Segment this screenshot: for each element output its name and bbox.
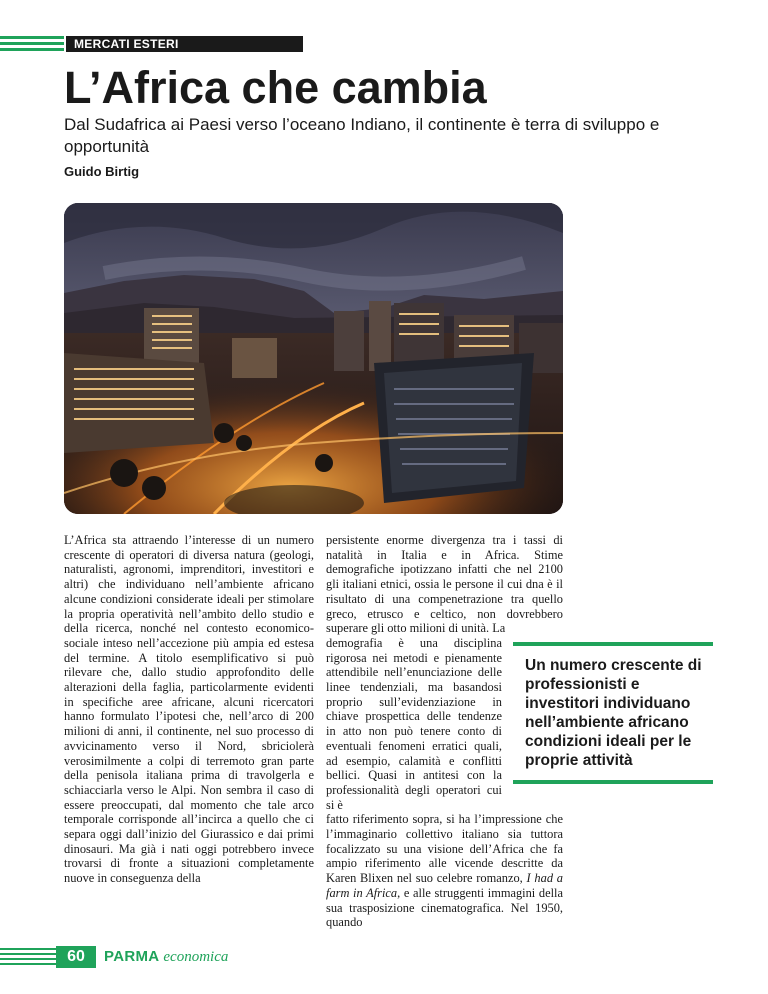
page-number: 60	[56, 946, 96, 968]
cityscape-photo	[64, 203, 563, 514]
cityscape-illustration	[64, 203, 563, 514]
publication-title: PARMA	[104, 948, 160, 965]
article-subtitle: Dal Sudafrica ai Paesi verso l’oceano Indiano, il continente è terra di sviluppo e opportunità	[64, 115, 660, 156]
article-title: L’Africa che cambia	[64, 62, 487, 113]
body-column-left	[64, 533, 314, 886]
body-paragraph: L’Africa sta attraendo l’interesse di un numero crescente di operatori di diversa natura (geologi, naturalisti, agronomi, imprenditori, investitori e altri) che individuano nell’ambiente africano alcune condizioni considerate ideali per stimolare la propria operatività nell’ambito dello studio e della ricerca, nonché nel contesto economico-sociale inteso nell’accezione più ampia ed estesa del termine. A titolo esemplificativo si può rilevare che, dallo studio approfondito delle alterazioni della faglia, particolarmente evidenti in specifiche aree africane, alcuni ricercatori hanno formulato l’ipotesi che, nell’arco di 200 milioni di anni, il continente, nel suo processo di avvicinamento verso il Nord, sbriciolerà verosimilmente a colpi di terremoto gran parte della penisola italiana prima di travolgerla e schiacciarla verso le Alpi. Non sembra il caso di essere preoccupati, dal momento che tale arco temporale corrisponde all’incirca a quello che ci separa oggi dall’inizio del Giurassico e dai primi dinosauri. Ma già i nati oggi potrebbero invece trovarsi di fronte a situazioni completamente nuove in conseguenza della	[64, 533, 314, 886]
footer-accent-lines	[0, 948, 56, 968]
section-label: MERCATI ESTERI	[66, 36, 303, 52]
pull-quote-text: Un numero crescente di professionisti e investitori individuano nell’ambiente africano condizioni ideali per le proprie attività	[525, 657, 702, 769]
body-paragraph	[326, 812, 563, 930]
body-text: fatto riferimento sopra, si ha l’impressione che l’immaginario collettivo italiano sia tuttora focalizzato su una visione dell’Africa che fa ampio riferimento alle vicende descritte da Karen Blixen nel suo celebre romanzo,	[326, 812, 563, 886]
section-accent-lines	[0, 36, 64, 52]
publication-subtitle: economica	[163, 949, 229, 965]
book-title: I had a farm in Africa	[326, 871, 563, 900]
body-paragraph: persistente enorme divergenza tra i tassi di natalità in Italia e in Africa. Stime demografiche ipotizzano infatti che nel 2100 gli italiani etnici, ossia le persone il cui dna è il risultato di una compenetrazione tra quello greco, etrusco e celtico, non dovrebbero superare gli otto milioni di unità. La	[326, 533, 563, 636]
article-author: Guido Birtig	[64, 164, 140, 179]
body-paragraph-narrow: demografia è una disciplina rigorosa nei metodi e pienamente attendibile nell’enunciazione delle linee tendenziali, ma basandosi proprio sull’evidenziazione in chiave prospettica delle tendenze in atto non può tenere conto di eventuali fenomeni erratici quali, ad esempio, calamità e conflitti bellici. Quasi in antitesi con la professionalità degli operatori cui si è	[326, 635, 502, 812]
publication-name	[104, 946, 228, 968]
body-text: , e alle struggenti immagini della sua trasposizione cinematografica. Nel 1950, quando	[326, 885, 563, 930]
pull-quote	[513, 642, 713, 784]
